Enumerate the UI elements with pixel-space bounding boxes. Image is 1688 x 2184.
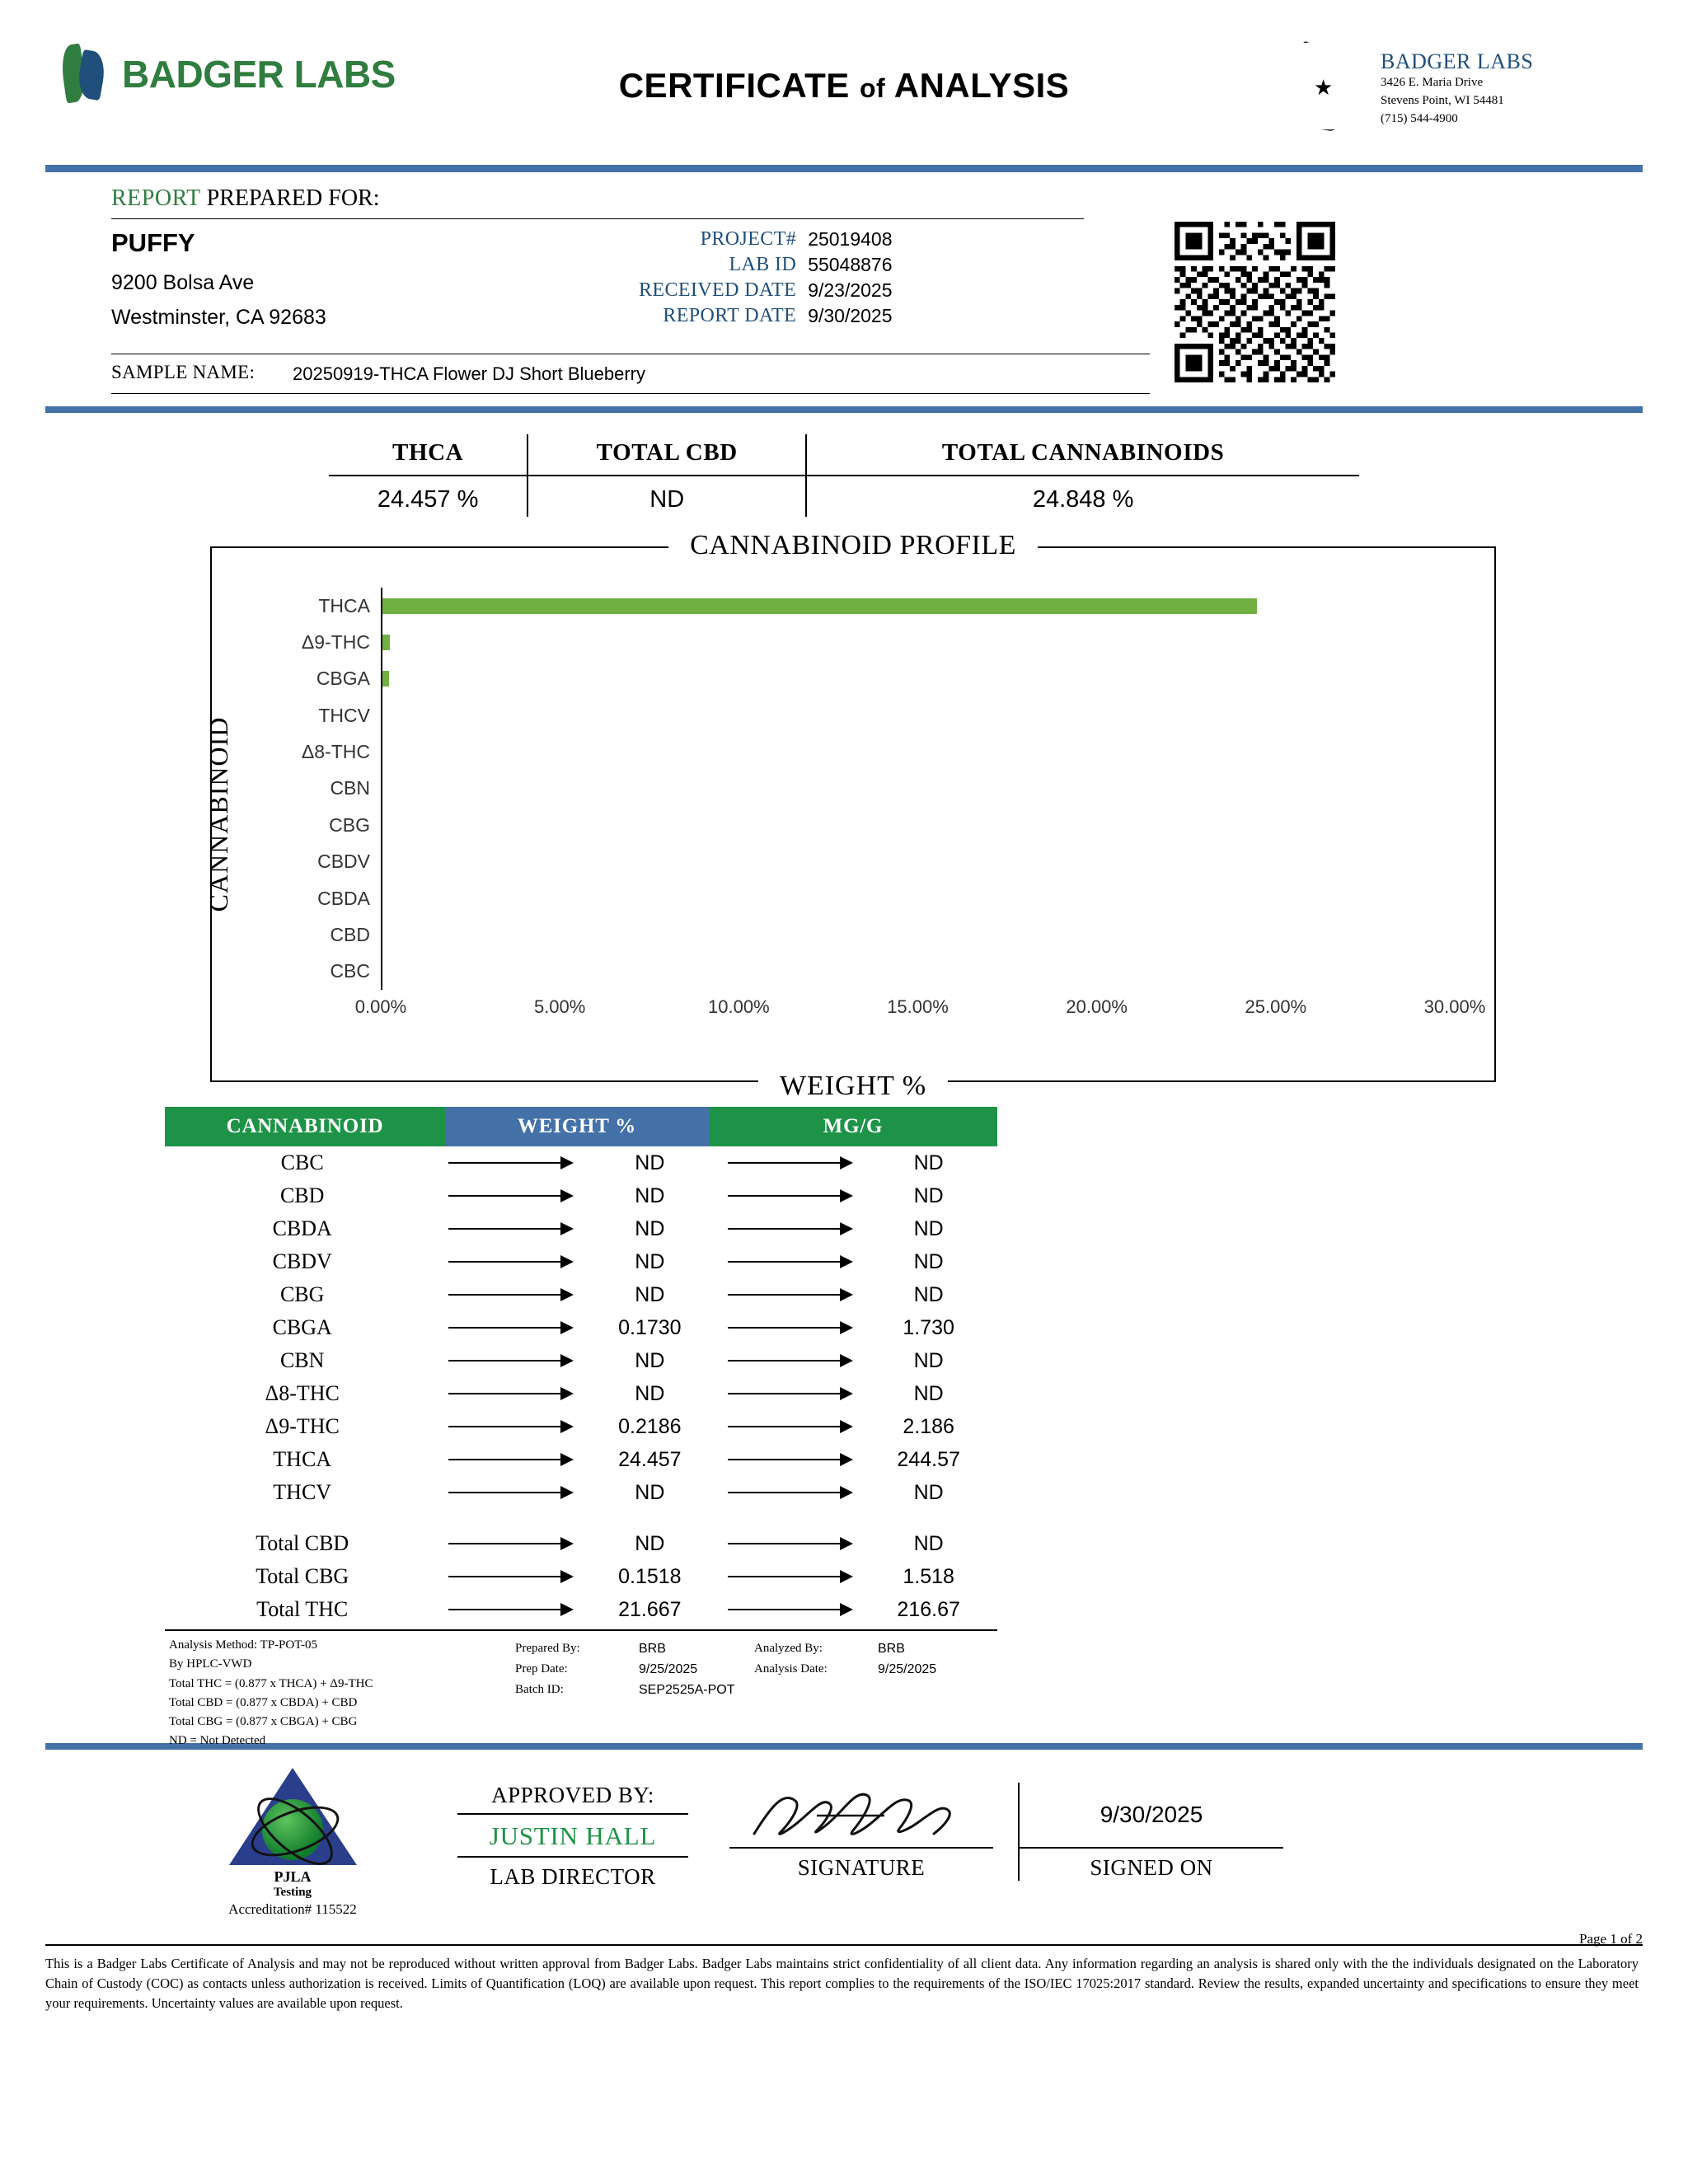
chart-plot-area: [301, 588, 1455, 990]
client-address-line1: 9200 Bolsa Ave: [111, 271, 255, 294]
cannabinoid-name: CBD: [279, 1183, 325, 1207]
arrow-icon: [439, 1327, 581, 1329]
chart-bar: [382, 671, 389, 687]
cannabinoid-name: Δ8-THC: [265, 1381, 340, 1405]
formula-total-cbg: Total CBG = (0.877 x CBGA) + CBG: [169, 1715, 358, 1728]
table-row: [165, 1245, 997, 1278]
pjla-accreditation-number: Accreditation# 115522: [228, 1901, 357, 1917]
cannabinoid-table-header: [165, 1107, 997, 1146]
approver-role: LAB DIRECTOR: [490, 1864, 656, 1889]
meta-value-labid: 55048876: [808, 254, 893, 275]
chart-x-axis-label: WEIGHT %: [758, 1071, 948, 1102]
chart-bar-row: [318, 593, 1455, 618]
cannabinoid-name: CBG: [279, 1282, 325, 1306]
chart-bar-row: [301, 630, 1455, 655]
formula-total-cbd: Total CBD = (0.877 x CBDA) + CBD: [169, 1695, 358, 1709]
cannabinoid-results-table: [165, 1107, 997, 1631]
cannabinoid-name: CBDA: [272, 1216, 332, 1240]
chart-bar-label: CBD: [330, 923, 370, 945]
table-row: [165, 1377, 997, 1410]
arrow-icon: [439, 1228, 581, 1230]
summary-header-total-cbd: TOTAL CBD: [528, 434, 806, 476]
chart-bar-row: [318, 703, 1455, 728]
chart-bar-row: [330, 959, 1455, 984]
meta-value-received: 9/23/2025: [808, 279, 893, 301]
summary-value-total-cbd: ND: [528, 476, 806, 517]
cannabinoid-mgg: ND: [913, 1183, 944, 1207]
analysis-notes: [169, 1636, 1240, 1748]
analysis-date-value: 9/25/2025: [878, 1661, 937, 1676]
cannabinoid-weight-percent: ND: [635, 1531, 665, 1555]
approval-block: [45, 1763, 1643, 1947]
meta-row-received: [639, 278, 893, 303]
cannabinoid-name: THCA: [273, 1447, 332, 1471]
cannabinoid-mgg: ND: [913, 1381, 944, 1405]
chart-x-tick: 30.00%: [1423, 996, 1486, 1017]
chart-bar-label: CBG: [329, 813, 370, 836]
arrow-icon: [719, 1294, 860, 1296]
chart-y-axis-label: CANNABINOID: [203, 716, 233, 912]
chart-bar-label: Δ9-THC: [301, 631, 370, 654]
chart-x-tick: 20.00%: [1066, 996, 1128, 1017]
chart-bar-label: CBC: [330, 960, 370, 982]
summary-header-thca: THCA: [329, 434, 528, 476]
col-header-weight: WEIGHT %: [445, 1107, 709, 1146]
client-address-line2: Westminster, CA 92683: [111, 306, 326, 329]
cannabinoid-name: Total CBD: [256, 1531, 349, 1555]
nd-note: ND = Not Detected: [169, 1734, 266, 1748]
summary-table: [329, 434, 1359, 517]
arrow-icon: [439, 1261, 581, 1263]
col-header-mgg: MG/G: [709, 1107, 997, 1146]
cannabinoid-weight-percent: ND: [635, 1348, 665, 1372]
cannabinoid-weight-percent: 24.457: [618, 1447, 682, 1471]
arrow-icon: [439, 1543, 581, 1544]
meta-row-labid: [639, 252, 893, 278]
prepared-by-label: Prepared By:: [515, 1642, 580, 1655]
signed-on-label: SIGNED ON: [1090, 1855, 1213, 1880]
pjla-sub: Testing: [273, 1886, 312, 1899]
page-number: Page 1 of 2: [1579, 1931, 1643, 1947]
prepared-by-value: BRB: [639, 1642, 666, 1656]
title-analysis: ANALYSIS: [893, 66, 1070, 105]
chart-bar-label: CBDV: [317, 851, 370, 873]
chart-x-tick: 0.00%: [354, 996, 407, 1017]
table-row: [165, 1146, 997, 1179]
cannabinoid-weight-percent: ND: [635, 1216, 665, 1240]
cannabinoid-weight-percent: ND: [635, 1183, 665, 1207]
cannabinoid-name: THCV: [273, 1480, 332, 1504]
arrow-icon: [719, 1162, 860, 1164]
prep-date-value: 9/25/2025: [639, 1661, 698, 1676]
chart-bar-row: [317, 850, 1455, 874]
wisconsin-map-icon: [1276, 41, 1371, 128]
formula-total-thc: Total THC = (0.877 x THCA) + Δ9-THC: [169, 1676, 373, 1690]
arrow-icon: [439, 1426, 581, 1427]
table-row: [165, 1476, 997, 1509]
cannabinoid-name: CBGA: [272, 1315, 332, 1339]
arrow-icon: [719, 1543, 860, 1544]
qr-code[interactable]: [1175, 222, 1335, 382]
sample-name-label: SAMPLE NAME:: [111, 362, 256, 382]
report-word: REPORT: [111, 185, 201, 211]
arrow-icon: [439, 1576, 581, 1577]
cannabinoid-weight-percent: ND: [635, 1381, 665, 1405]
cannabinoid-mgg: ND: [913, 1282, 944, 1306]
summary-value-total-cannabinoids: 24.848 %: [806, 476, 1359, 517]
chart-bar-row: [330, 776, 1455, 801]
prep-date-label: Prep Date:: [515, 1661, 568, 1675]
signed-on-date: 9/30/2025: [1100, 1802, 1203, 1827]
report-meta-table: [639, 227, 893, 329]
arrow-icon: [439, 1459, 581, 1460]
cannabinoid-weight-percent: 21.667: [618, 1597, 682, 1621]
table-total-row: [165, 1527, 997, 1560]
chart-title: CANNABINOID PROFILE: [668, 530, 1038, 561]
chart-bar: [382, 635, 390, 650]
divider-second: [45, 406, 1643, 413]
chart-bar-row: [329, 813, 1455, 837]
lab-phone: (715) 544-4900: [1381, 111, 1458, 125]
cannabinoid-mgg: ND: [913, 1480, 944, 1504]
batch-id-value: SEP2525A-POT: [639, 1682, 735, 1697]
arrow-icon: [439, 1294, 581, 1296]
meta-label-project: PROJECT#: [700, 228, 797, 250]
chart-x-tick: 10.00%: [708, 996, 770, 1017]
report-prepared-for-heading: [111, 185, 380, 212]
analysis-method-line2: By HPLC-VWD: [169, 1657, 252, 1671]
arrow-icon: [719, 1426, 860, 1427]
arrow-icon: [719, 1393, 860, 1394]
summary-header-row: [329, 434, 1359, 476]
table-row: [165, 1179, 997, 1212]
cannabinoid-mgg: 2.186: [903, 1414, 954, 1438]
table-row: [165, 1443, 997, 1476]
arrow-icon: [439, 1360, 581, 1361]
signature-column: [729, 1783, 993, 1881]
lab-address-line2: Stevens Point, WI 54481: [1381, 93, 1504, 107]
summary-value-row: [329, 476, 1359, 517]
table-row: [165, 1212, 997, 1245]
table-row: [165, 1311, 997, 1344]
chart-bar-label: THCA: [318, 594, 370, 616]
cannabinoid-name: Δ9-THC: [265, 1414, 340, 1438]
pjla-name: PJLA: [274, 1868, 312, 1885]
disclaimer-divider: [45, 1944, 1643, 1946]
meta-row-reportdate: [639, 303, 893, 329]
meta-label-reportdate: REPORT DATE: [663, 305, 797, 326]
analysis-method-line1: Analysis Method: TP-POT-05: [169, 1638, 318, 1652]
chart-x-tick: 15.00%: [887, 996, 949, 1017]
cannabinoid-mgg: ND: [913, 1348, 944, 1372]
cannabinoid-weight-percent: ND: [635, 1151, 665, 1174]
chart-bar-label: CBDA: [317, 887, 370, 909]
arrow-icon: [719, 1228, 860, 1230]
arrow-icon: [719, 1459, 860, 1460]
cannabinoid-weight-percent: ND: [635, 1480, 665, 1504]
signature-image: [729, 1783, 993, 1847]
meta-value-project: 25019408: [808, 228, 893, 250]
cannabinoid-mgg: 1.730: [903, 1315, 954, 1339]
arrow-icon: [439, 1492, 581, 1493]
meta-row-project: [639, 227, 893, 252]
analyzed-by-value: BRB: [878, 1642, 905, 1656]
arrow-icon: [719, 1360, 860, 1361]
chart-x-ticks: [354, 996, 1486, 1021]
meta-value-reportdate: 9/30/2025: [808, 305, 893, 326]
arrow-icon: [439, 1195, 581, 1197]
meta-label-labid: LAB ID: [729, 254, 797, 275]
arrow-icon: [719, 1261, 860, 1263]
signature-label: SIGNATURE: [797, 1855, 926, 1880]
cannabinoid-weight-percent: 0.1730: [618, 1315, 682, 1339]
approved-by-column: [457, 1783, 688, 1890]
lab-address-block: [1381, 49, 1628, 128]
cannabinoid-mgg: ND: [913, 1216, 944, 1240]
arrow-icon: [719, 1576, 860, 1577]
table-row: [165, 1344, 997, 1377]
pjla-logo-icon: [229, 1768, 357, 1867]
batch-id-label: Batch ID:: [515, 1682, 564, 1696]
table-total-row: [165, 1560, 997, 1593]
chart-bar-label: THCV: [318, 704, 370, 726]
chart-bar-row: [317, 886, 1455, 911]
approver-name: JUSTIN HALL: [457, 1815, 688, 1858]
chart-bar-label: Δ8-THC: [301, 741, 370, 763]
chart-x-tick: 5.00%: [533, 996, 586, 1017]
summary-value-thca: 24.457 %: [377, 486, 479, 513]
table-row: [165, 1410, 997, 1443]
lab-address-line1: 3426 E. Maria Drive: [1381, 76, 1484, 89]
cannabinoid-rows: [165, 1146, 997, 1509]
brand-name: BADGER LABS: [122, 53, 396, 96]
cannabinoid-weight-percent: 0.1518: [618, 1564, 682, 1588]
lab-name: BADGER LABS: [1381, 49, 1534, 73]
arrow-icon: [439, 1393, 581, 1394]
arrow-icon: [719, 1327, 860, 1329]
cannabinoid-weight-percent: ND: [635, 1282, 665, 1306]
chart-x-tick: 25.00%: [1245, 996, 1307, 1017]
cannabinoid-mgg: 1.518: [903, 1564, 954, 1588]
cannabinoid-name: CBDV: [272, 1249, 332, 1273]
chart-bar: [382, 598, 1257, 614]
signed-on-column: [1018, 1783, 1283, 1881]
chart-bar-label: CBN: [330, 777, 370, 799]
summary-header-total-cannabinoids: TOTAL CANNABINOIDS: [806, 434, 1359, 476]
cannabinoid-name: Total CBG: [256, 1564, 349, 1588]
arrow-icon: [439, 1609, 581, 1610]
col-header-cannabinoid: CANNABINOID: [165, 1107, 445, 1146]
cannabinoid-weight-percent: ND: [635, 1249, 665, 1273]
report-info-block: [45, 172, 1643, 406]
analysis-date-label: Analysis Date:: [754, 1661, 828, 1675]
approved-by-label: APPROVED BY:: [457, 1783, 688, 1815]
page-header: [45, 0, 1643, 165]
arrow-icon: [719, 1492, 860, 1493]
cannabinoid-mgg: ND: [913, 1249, 944, 1273]
cannabinoid-name: CBC: [280, 1151, 324, 1174]
cannabinoid-name: Total THC: [256, 1597, 349, 1621]
arrow-icon: [439, 1162, 581, 1164]
cannabinoid-weight-percent: 0.2186: [618, 1414, 682, 1438]
star-icon: ★: [1314, 76, 1334, 100]
client-name: PUFFY: [111, 228, 195, 257]
divider-top: [45, 165, 1643, 172]
cannabinoid-mgg: 244.57: [897, 1447, 960, 1471]
meta-label-received: RECEIVED DATE: [639, 279, 797, 301]
table-total-row: [165, 1593, 997, 1626]
cannabinoid-profile-chart: [203, 530, 1496, 1101]
chart-bar-row: [316, 667, 1455, 691]
cannabinoid-name: CBN: [279, 1348, 325, 1372]
prepared-for-label: PREPARED FOR:: [206, 185, 380, 211]
chart-bars: [301, 588, 1455, 990]
chart-bar-row: [330, 922, 1455, 947]
disclaimer-text: This is a Badger Labs Certificate of Analysis and may not be reproduced without written approval from Badger Labs. Badger Labs maintains strict confidentiality of all client data. Any information regarding an analysis is shared only with the the individuals designated on the Laboratory Chain of Custody (COC) as contacts unless authorization is received. Limits of Quantification (LOQ) are available upon request. This report complies to the requirements of the ISO/IEC 17025:2017 standard. Review the results, expanded uncertainty and specifications to ensure they meet your requirements. Uncertainty values are available upon request.: [45, 1956, 1639, 2011]
cannabinoid-mgg: ND: [913, 1531, 944, 1555]
chart-bar-row: [301, 740, 1455, 765]
arrow-icon: [719, 1609, 860, 1610]
pjla-accreditation-block: [202, 1768, 383, 1918]
sample-name-value: 20250919-THCA Flower DJ Short Blueberry: [293, 363, 645, 384]
table-row: [165, 1278, 997, 1311]
arrow-icon: [719, 1195, 860, 1197]
title-of: of: [859, 73, 886, 103]
cannabinoid-mgg: 216.67: [897, 1597, 960, 1621]
cannabinoid-mgg: ND: [913, 1151, 944, 1174]
cannabinoid-total-rows: [165, 1527, 997, 1626]
analyzed-by-label: Analyzed By:: [754, 1642, 823, 1655]
chart-bar-label: CBGA: [316, 668, 370, 690]
title-certificate: CERTIFICATE: [618, 66, 850, 105]
